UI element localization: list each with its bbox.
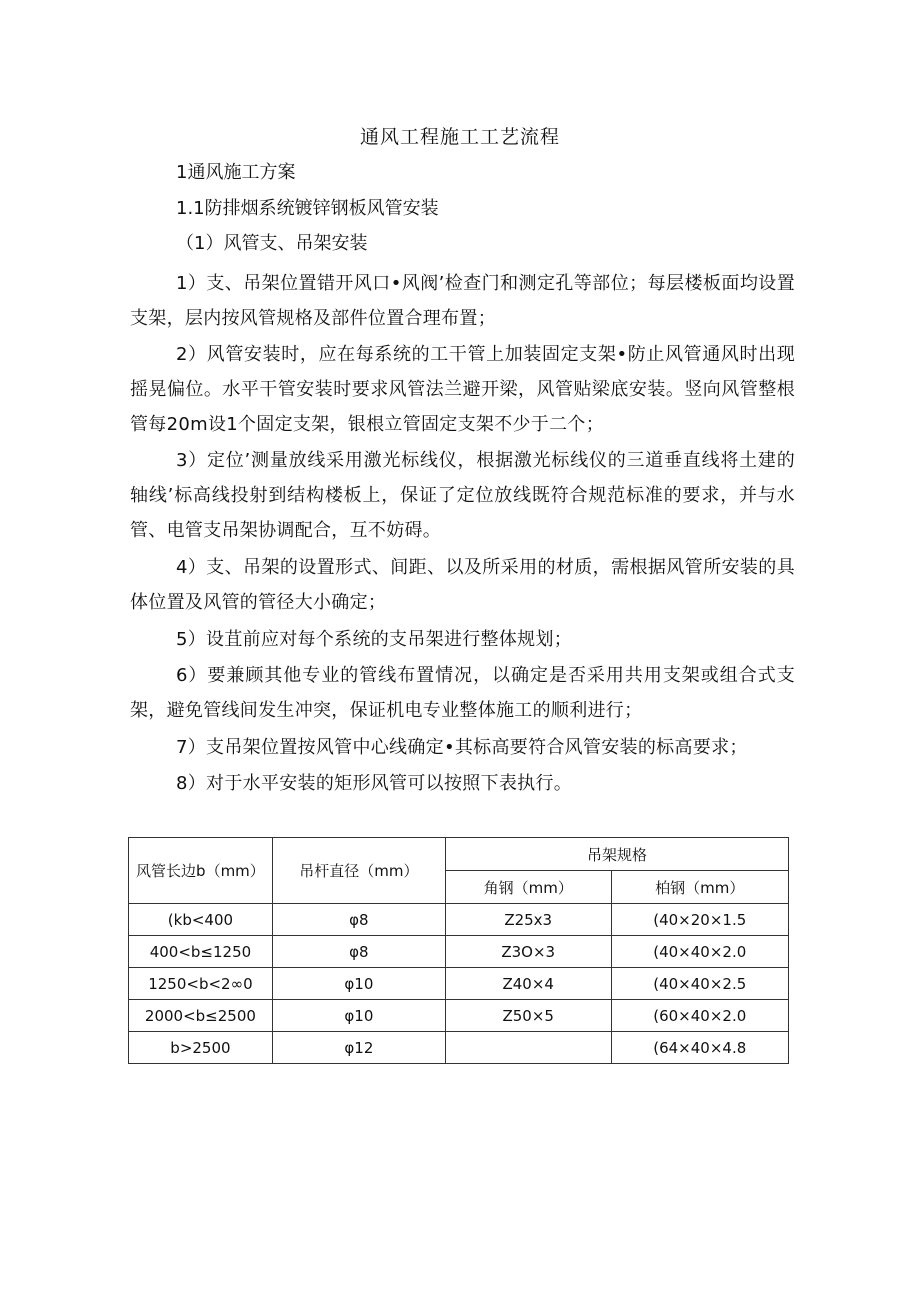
- paragraph-6: 6）要兼顾其他专业的管线布置情况，以确定是否采用共用支架或组合式支架，避免管线间发生冲突，保证机电专业整体施工的顺利进行；: [130, 665, 795, 721]
- cell-angle-steel: Z40×4: [445, 968, 611, 1000]
- document-title: 通风工程施工工艺流程: [359, 126, 560, 148]
- table-row: [129, 1000, 789, 1032]
- paragraph-5: 5）设苴前应对每个系统的支吊架进行整体规划；: [176, 629, 573, 650]
- header-rod-diameter: 吊杆直径（mm）: [272, 838, 445, 904]
- header-duct-long-side: 风管长边b（mm）: [129, 838, 273, 904]
- table-header-row: [129, 838, 789, 871]
- cell-rod-diameter: φ8: [272, 936, 445, 968]
- header-channel-steel: 柏钢（mm）: [611, 871, 788, 904]
- cell-angle-steel: [445, 1032, 611, 1064]
- cell-rod-diameter: φ10: [272, 1000, 445, 1032]
- cell-channel-steel: (64×40×4.8: [611, 1032, 788, 1064]
- cell-duct-size: 1250<b<2∞0: [129, 968, 273, 1000]
- table-row: [129, 904, 789, 936]
- cell-duct-size: (kb<400: [129, 904, 273, 936]
- paragraph-7: 7）支吊架位置按风管中心线确定•其标高要符合风管安装的标高要求；: [176, 737, 748, 758]
- table-row: [129, 1032, 789, 1064]
- hanger-spec-table: [128, 837, 789, 1064]
- paragraph-4: 4）支、吊架的设置形式、间距、以及所采用的材质，需根据风管所安装的具体位置及风管的管径大小确定；: [130, 557, 795, 613]
- paragraph-8: 8）对于水平安装的矩形风管可以按照下表执行。: [176, 773, 573, 794]
- cell-angle-steel: Z3O×3: [445, 936, 611, 968]
- cell-rod-diameter: φ8: [272, 904, 445, 936]
- header-angle-steel: 角钢（mm）: [445, 871, 611, 904]
- cell-duct-size: b>2500: [129, 1032, 273, 1064]
- cell-channel-steel: (40×20×1.5: [611, 904, 788, 936]
- subsection-heading: 1.1防排烟系统镀锌钢板风管安装: [176, 198, 439, 219]
- cell-duct-size: 2000<b≤2500: [129, 1000, 273, 1032]
- table-row: [129, 936, 789, 968]
- sub-subsection-heading: （1）风管支、吊架安装: [176, 233, 368, 254]
- table-row: [129, 968, 789, 1000]
- cell-duct-size: 400<b≤1250: [129, 936, 273, 968]
- cell-channel-steel: (40×40×2.0: [611, 936, 788, 968]
- cell-angle-steel: Z50×5: [445, 1000, 611, 1032]
- paragraph-1: 1）支、吊架位置错开风口•风阀’检查门和测定孔等部位；每层楼板面均设置支架，层内按风管规格及部件位置合理布置；: [130, 273, 795, 329]
- paragraph-2: 2）风管安装时，应在每系统的工干管上加装固定支架•防止风管通风时出现摇晃偏位。水平干管安装时要求风管法兰避开梁，风管贴梁底安装。竖向风管整根管每20m设1个固定支架，银根立管固定支架不少于二个；: [130, 344, 795, 435]
- paragraph-3: 3）定位’测量放线采用激光标线仪，根据激光标线仪的三道垂直线将土建的轴线’标高线投射到结构楼板上，保证了定位放线既符合规范标准的要求，并与水管、电管支吊架协调配合，互不妨碍。: [130, 450, 795, 541]
- cell-channel-steel: (40×40×2.5: [611, 968, 788, 1000]
- header-hanger-spec: 吊架规格: [445, 838, 788, 871]
- cell-rod-diameter: φ12: [272, 1032, 445, 1064]
- cell-channel-steel: (60×40×2.0: [611, 1000, 788, 1032]
- section-heading: 1通风施工方案: [176, 162, 296, 183]
- cell-rod-diameter: φ10: [272, 968, 445, 1000]
- cell-angle-steel: Z25x3: [445, 904, 611, 936]
